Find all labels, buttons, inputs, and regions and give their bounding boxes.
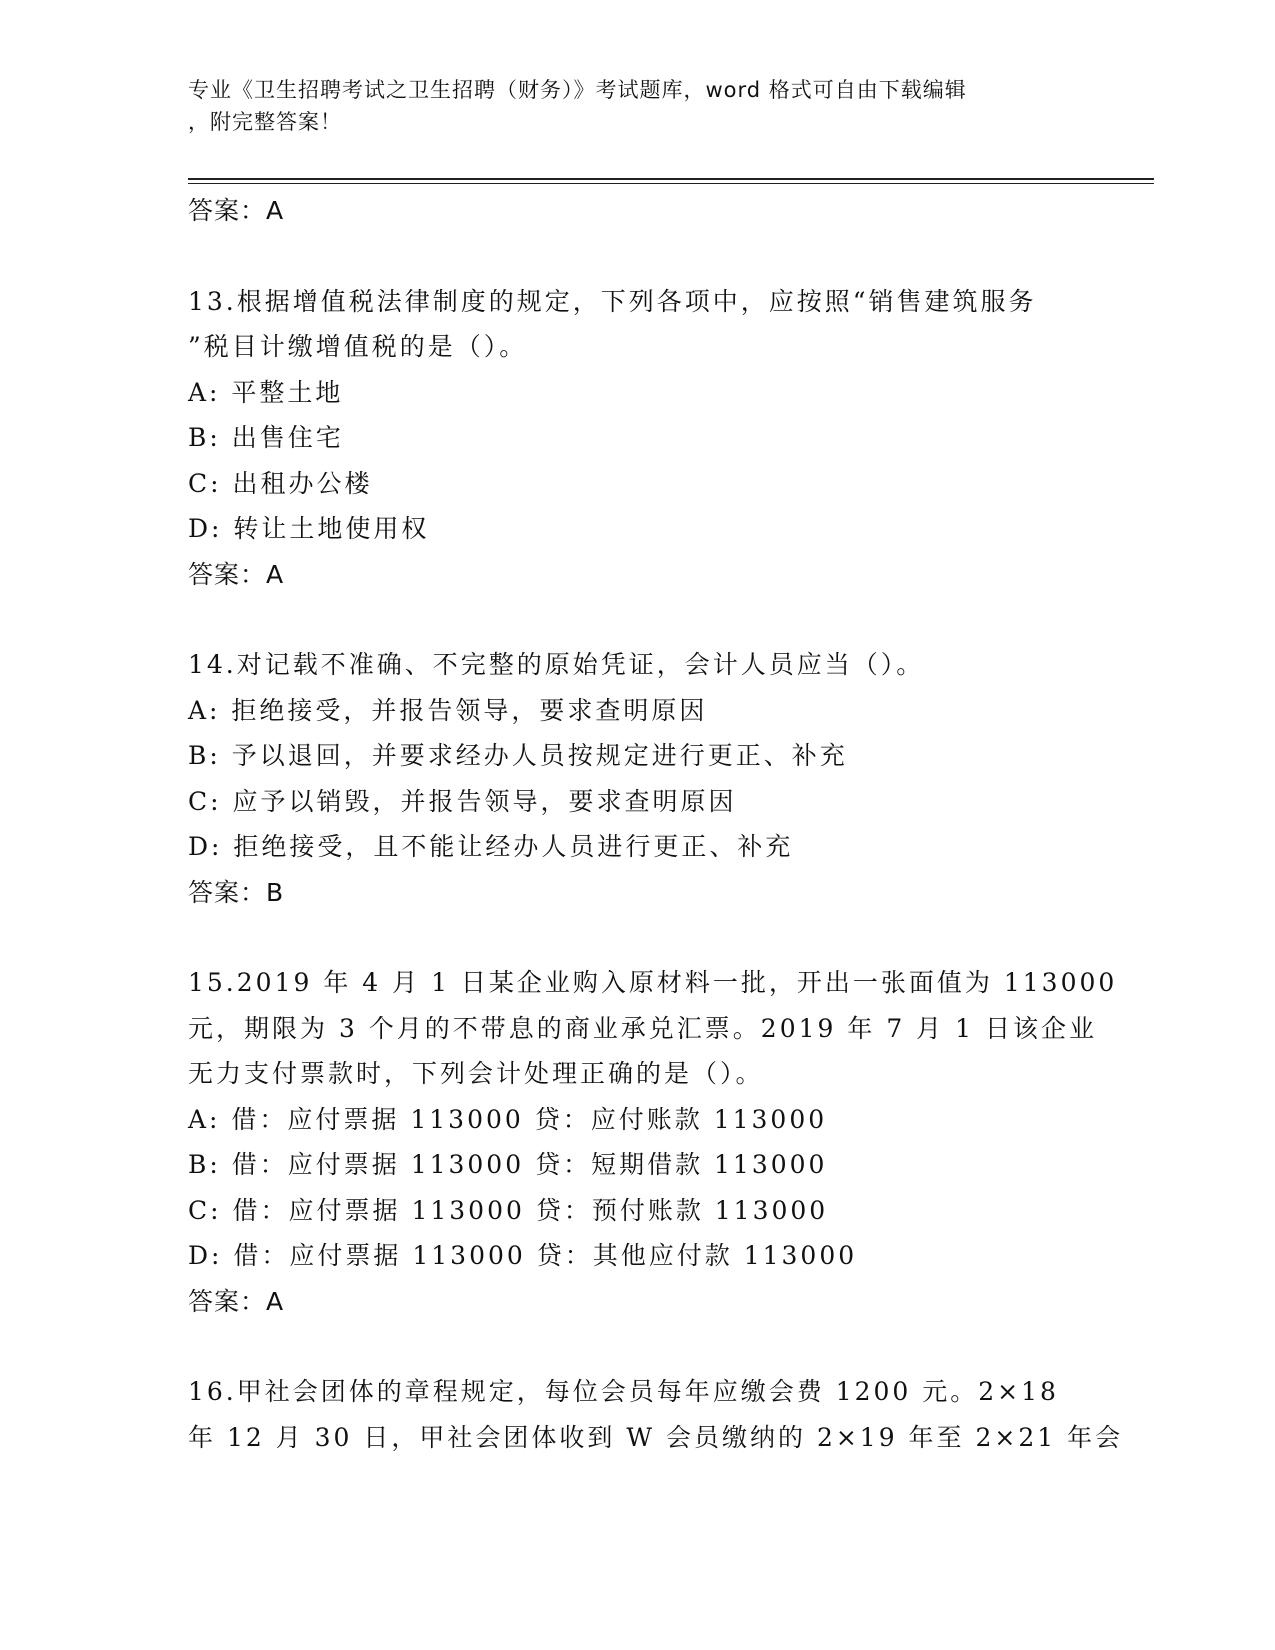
option-b: B: 予以退回，并要求经办人员按规定进行更正、补充: [188, 741, 848, 770]
question-stem-line: 年 12 月 30 日，甲社会团体收到 W 会员缴纳的 2×19 年至 2×21 年会: [188, 1422, 1124, 1452]
option-b: B: 出售住宅: [188, 423, 344, 452]
answer-line: 答案：A: [188, 559, 285, 589]
option-a: A: 借：应付票据 113000 贷：应付账款 113000: [188, 1104, 828, 1134]
header-rule-thick: [188, 178, 1154, 180]
spacer: [188, 234, 1148, 279]
question-block: [188, 642, 1148, 915]
header-line-1: 专业《卫生招聘考试之卫生招聘（财务）》考试题库，word 格式可自由下载编辑: [188, 78, 967, 102]
document-body: [188, 188, 1148, 1460]
question-stem-line: 元，期限为 3 个月的不带息的商业承兑汇票。2019 年 7 月 1 日该企业: [188, 1013, 1097, 1043]
option-d: D: 拒绝接受，且不能让经办人员进行更正、补充: [188, 832, 794, 861]
option-c: C: 出租办公楼: [188, 468, 373, 498]
question-block: [188, 279, 1148, 598]
answer-line: 答案：A: [188, 1286, 285, 1316]
header-rule-thin: [188, 183, 1154, 184]
option-a: A: 拒绝接受，并报告领导，要求查明原因: [188, 695, 708, 725]
question-stem-line: 13.根据增值税法律制度的规定，下列各项中，应按照“销售建筑服务: [188, 286, 1037, 316]
option-b: B: 借：应付票据 113000 贷：短期借款 113000: [188, 1150, 828, 1179]
spacer: [188, 597, 1148, 642]
answer-line: 答案：B: [188, 877, 285, 907]
question-stem-line: 16.甲社会团体的章程规定，每位会员每年应缴会费 1200 元。2×18: [188, 1377, 1059, 1406]
option-c: C: 借：应付票据 113000 贷：预付账款 113000: [188, 1195, 829, 1225]
question-stem-line: 15.2019 年 4 月 1 日某企业购入原材料一批，开出一张面值为 113000: [188, 968, 1118, 997]
question-stem-line: 无力支付票款时，下列会计处理正确的是（）。: [188, 1059, 764, 1088]
header-line-2: ，附完整答案！: [188, 110, 342, 134]
document-header: [188, 74, 1088, 138]
option-a: A: 平整土地: [188, 377, 344, 407]
question-block: [188, 1369, 1148, 1460]
question-stem-line: 14.对记载不准确、不完整的原始凭证，会计人员应当（）。: [188, 650, 925, 679]
question-stem-line: ”税目计缴增值税的是（）。: [188, 332, 528, 361]
option-c: C: 应予以销毁，并报告领导，要求查明原因: [188, 786, 737, 816]
option-d: D: 转让土地使用权: [188, 514, 430, 543]
spacer: [188, 1324, 1148, 1369]
question-block: [188, 960, 1148, 1324]
previous-answer: 答案：A: [188, 196, 285, 225]
option-d: D: 借：应付票据 113000 贷：其他应付款 113000: [188, 1241, 858, 1270]
spacer: [188, 915, 1148, 960]
